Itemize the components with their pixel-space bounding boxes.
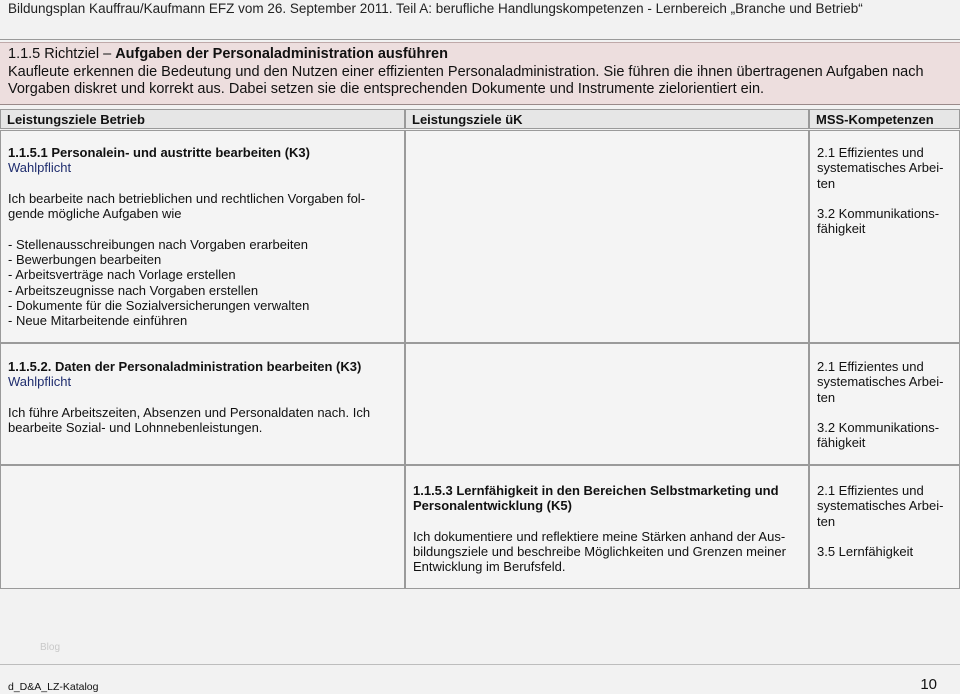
row3-betrieb-cell <box>0 465 405 589</box>
richtziel-text <box>8 64 952 98</box>
column-header-mss: MSS-Kompetenzen <box>809 109 960 129</box>
row2-wahlpflicht: Wahlpflicht <box>8 374 72 390</box>
row2-mss-line: ten <box>817 389 836 405</box>
row3-text-line-3: Entwicklung im Berufsfeld. <box>413 559 566 575</box>
row1-uek-cell <box>405 130 809 343</box>
row3-text-line-1: Ich dokumentiere und reflektiere meine Stärken anhand der Aus- <box>413 528 786 544</box>
row2-mss-line: 3.2 Kommunikations- <box>817 420 940 436</box>
row3-title-line-1: 1.1.5.3 Lernfähigkeit in den Bereichen Selbstmarketing und <box>413 483 779 498</box>
page-header <box>0 0 960 40</box>
row3-title-line-2: Personalentwicklung (K5) <box>413 498 572 514</box>
list-item: - Dokumente für die Sozialversicherungen verwalten <box>8 297 310 313</box>
list-item: - Stellenausschreibungen nach Vorgaben erarbeiten <box>8 236 308 252</box>
list-item: - Arbeitsverträge nach Vorlage erstellen <box>8 267 236 283</box>
page-footer <box>0 664 960 694</box>
richtziel-heading <box>8 46 952 63</box>
header-text: Bildungsplan Kauffrau/Kaufmann EFZ vom 26. September 2011. Teil A: berufliche Handlungskompetenzen - Lernbereich „Branche und Betrieb“ <box>8 1 863 16</box>
row2-mss-cell <box>809 343 960 465</box>
row1-intro-line-1: Ich bearbeite nach betrieblichen und rechtlichen Vorgaben fol- <box>8 190 366 206</box>
row3-mss-cell <box>809 465 960 589</box>
richtziel-text-line-2: Vorgaben diskret und korrekt aus. Dabei setzen sie die entsprechenden Dokumente und Instrumente zielorientiert ein. <box>8 81 765 97</box>
row1-betrieb-cell <box>0 130 405 343</box>
footer-catalog: d_D&A_LZ-Katalog <box>8 681 99 693</box>
row2-mss-line: systematisches Arbei- <box>817 374 944 390</box>
row1-mss-line: 2.1 Effizientes und <box>817 145 924 160</box>
column-header-uek: Leistungsziele üK <box>405 109 809 129</box>
row1-task-list <box>8 237 397 329</box>
row2-title: 1.1.5.2. Daten der Personaladministration bearbeiten (K3) <box>8 359 362 374</box>
row2-mss-line: 2.1 Effizientes und <box>817 359 924 374</box>
row3-mss-line: 2.1 Effizientes und <box>817 483 924 498</box>
row2-betrieb-cell <box>0 343 405 465</box>
row3-mss-line: ten <box>817 513 836 529</box>
row3-mss-line: 3.5 Lernfähigkeit <box>817 544 914 560</box>
row2-text-line-2: bearbeite Sozial- und Lohnnebenleistungen. <box>8 420 263 436</box>
page-number: 10 <box>920 676 937 693</box>
row1-intro-line-2: gende mögliche Aufgaben wie <box>8 206 182 222</box>
row1-title: 1.1.5.1 Personalein- und austritte bearbeiten (K3) <box>8 145 310 160</box>
list-item: - Neue Mitarbeitende einführen <box>8 313 188 329</box>
list-item: - Arbeitszeugnisse nach Vorgaben erstellen <box>8 282 259 298</box>
row2-uek-cell <box>405 343 809 465</box>
row1-mss-line: systematisches Arbei- <box>817 160 944 176</box>
richtziel-text-line-1: Kaufleute erkennen die Bedeutung und den Nutzen einer effizienten Personaladministration. Sie führen die ihnen übertragenen Aufgaben nach <box>8 64 924 80</box>
column-header-betrieb: Leistungsziele Betrieb <box>0 109 405 129</box>
table-row <box>0 130 960 343</box>
row2-text-line-1: Ich führe Arbeitszeiten, Absenzen und Personaldaten nach. Ich <box>8 404 371 420</box>
row1-mss-line: ten <box>817 175 836 191</box>
list-item: - Bewerbungen bearbeiten <box>8 252 162 268</box>
table-row <box>0 343 960 465</box>
row3-text-line-2: bildungsziele und beschreibe Möglichkeiten und Grenzen meiner <box>413 544 786 560</box>
footer-watermark: Blog <box>40 642 61 653</box>
row2-mss-line: fähigkeit <box>817 435 866 451</box>
richtziel-title: Aufgaben der Personaladministration ausführen <box>115 46 448 62</box>
row1-mss-cell <box>809 130 960 343</box>
table-row <box>0 465 960 589</box>
row1-wahlpflicht: Wahlpflicht <box>8 160 72 176</box>
row3-mss-line: systematisches Arbei- <box>817 498 944 514</box>
row1-mss-line: 3.2 Kommunikations- <box>817 206 940 222</box>
row1-mss-line: fähigkeit <box>817 221 866 237</box>
richtziel-box <box>0 42 960 105</box>
richtziel-number: 1.1.5 Richtziel – <box>8 46 116 62</box>
row3-uek-cell <box>405 465 809 589</box>
